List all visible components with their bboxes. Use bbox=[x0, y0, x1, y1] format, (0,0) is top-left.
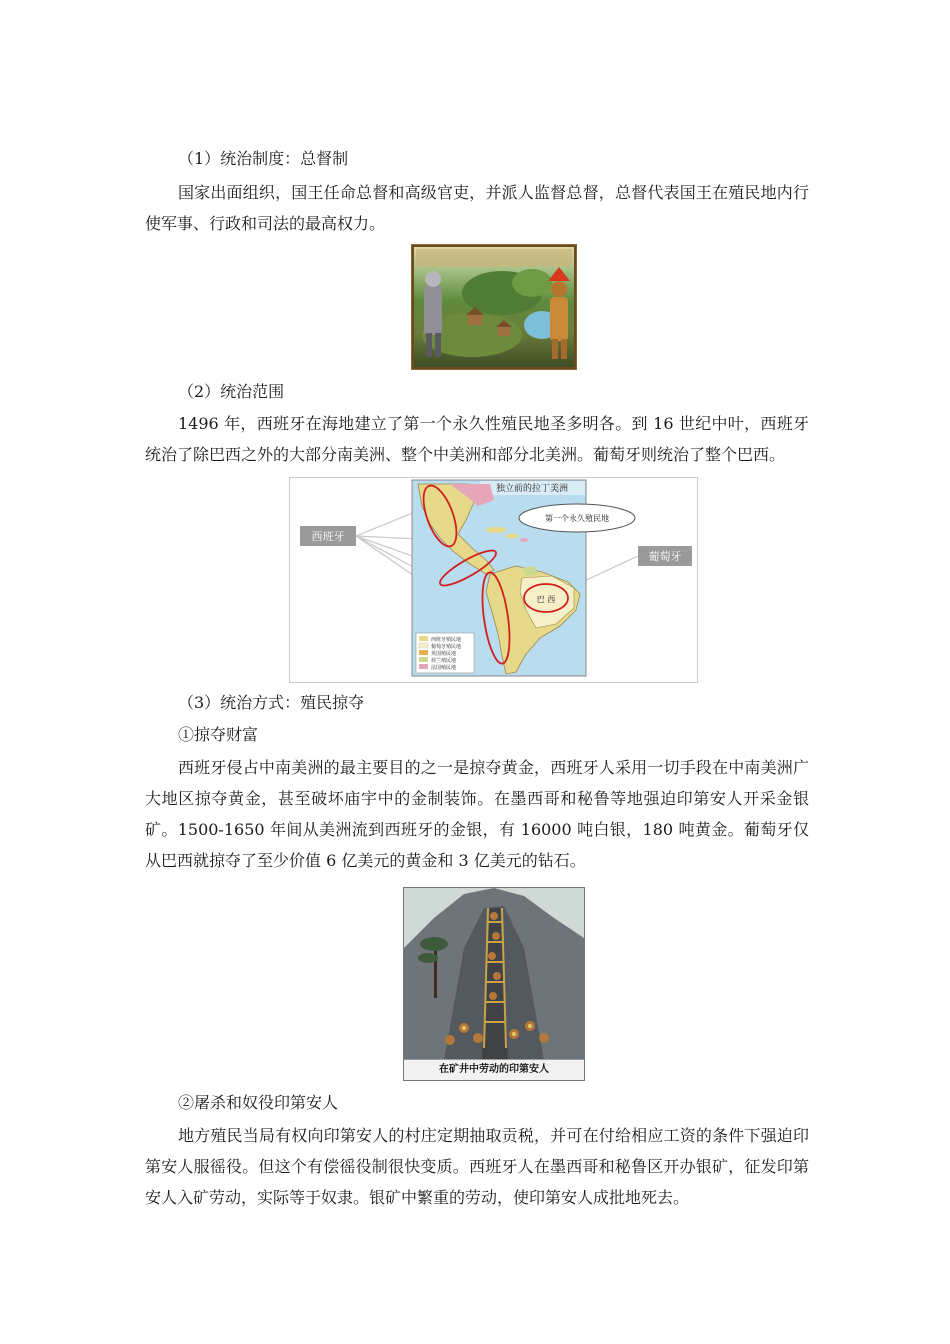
governor-scene-illustration bbox=[412, 245, 576, 369]
latin-america-map bbox=[289, 477, 698, 683]
section-1-paragraph: 国家出面组织，国王任命总督和高级官吏，并派人监督总督，总督代表国王在殖民地内行使军事、行政和司法的最高权力。 bbox=[145, 183, 809, 233]
map-legend bbox=[416, 633, 474, 673]
section-3b-paragraph: 地方殖民当局有权向印第安人的村庄定期抽取贡税，并可在付给相应工资的条件下强迫印第安人服徭役。但这个有偿徭役制很快变质。西班牙人在墨西哥和秘鲁区开办银矿，征发印第安人入矿劳动，实际等于奴隶。银矿中繁重的劳动，使印第安人成批地死去。 bbox=[145, 1126, 809, 1207]
portugal-label: 葡萄牙 bbox=[648, 550, 682, 563]
section-2-heading: （2）统治范围 bbox=[178, 382, 285, 401]
brazil-label: 巴 西 bbox=[536, 595, 556, 604]
legend-portugal: 葡萄牙殖民地 bbox=[431, 644, 462, 650]
legend-uk: 英国殖民地 bbox=[431, 651, 457, 657]
legend-netherlands: 荷兰殖民地 bbox=[431, 658, 457, 664]
section-1-heading: （1）统治制度：总督制 bbox=[178, 149, 349, 168]
mine-labor-image bbox=[403, 887, 585, 1081]
map-illustration bbox=[290, 478, 697, 682]
legend-france: 法国殖民地 bbox=[431, 665, 457, 671]
map-title: 独立前的拉丁美洲 bbox=[495, 484, 569, 494]
mine-illustration bbox=[404, 888, 584, 1060]
section-2-paragraph: 1496 年，西班牙在海地建立了第一个永久性殖民地圣多明各。到 16 世纪中叶，西班牙统治了除巴西之外的大部分南美洲、整个中美洲和部分北美洲。葡萄牙则统治了整个巴西。 bbox=[145, 414, 809, 464]
section-3a-heading: ①掠夺财富 bbox=[178, 725, 259, 744]
section-3b-heading: ②屠杀和奴役印第安人 bbox=[178, 1093, 339, 1112]
callout-text: 第一个永久殖民地 bbox=[545, 514, 609, 523]
section-3-heading: （3）统治方式：殖民掠夺 bbox=[178, 693, 365, 712]
section-3a-paragraph: 西班牙侵占中南美洲的最主要目的之一是掠夺黄金，西班牙人采用一切手段在中南美洲广大地区掠夺黄金，甚至破坏庙宇中的金制装饰。在墨西哥和秘鲁等地强迫印第安人开采金银矿。1500-1650 年间从美洲流到西班牙的金银，有 16000 吨白银，180 吨黄金。葡萄牙仅从巴西就掠夺了至少价值 6 亿美元的黄金和 3 亿美元的钻石。 bbox=[145, 758, 809, 870]
governor-scene-image bbox=[411, 244, 577, 370]
legend-spain: 西班牙殖民地 bbox=[431, 637, 462, 643]
mine-caption: 在矿井中劳动的印第安人 bbox=[404, 1059, 584, 1080]
spain-label: 西班牙 bbox=[311, 530, 345, 543]
